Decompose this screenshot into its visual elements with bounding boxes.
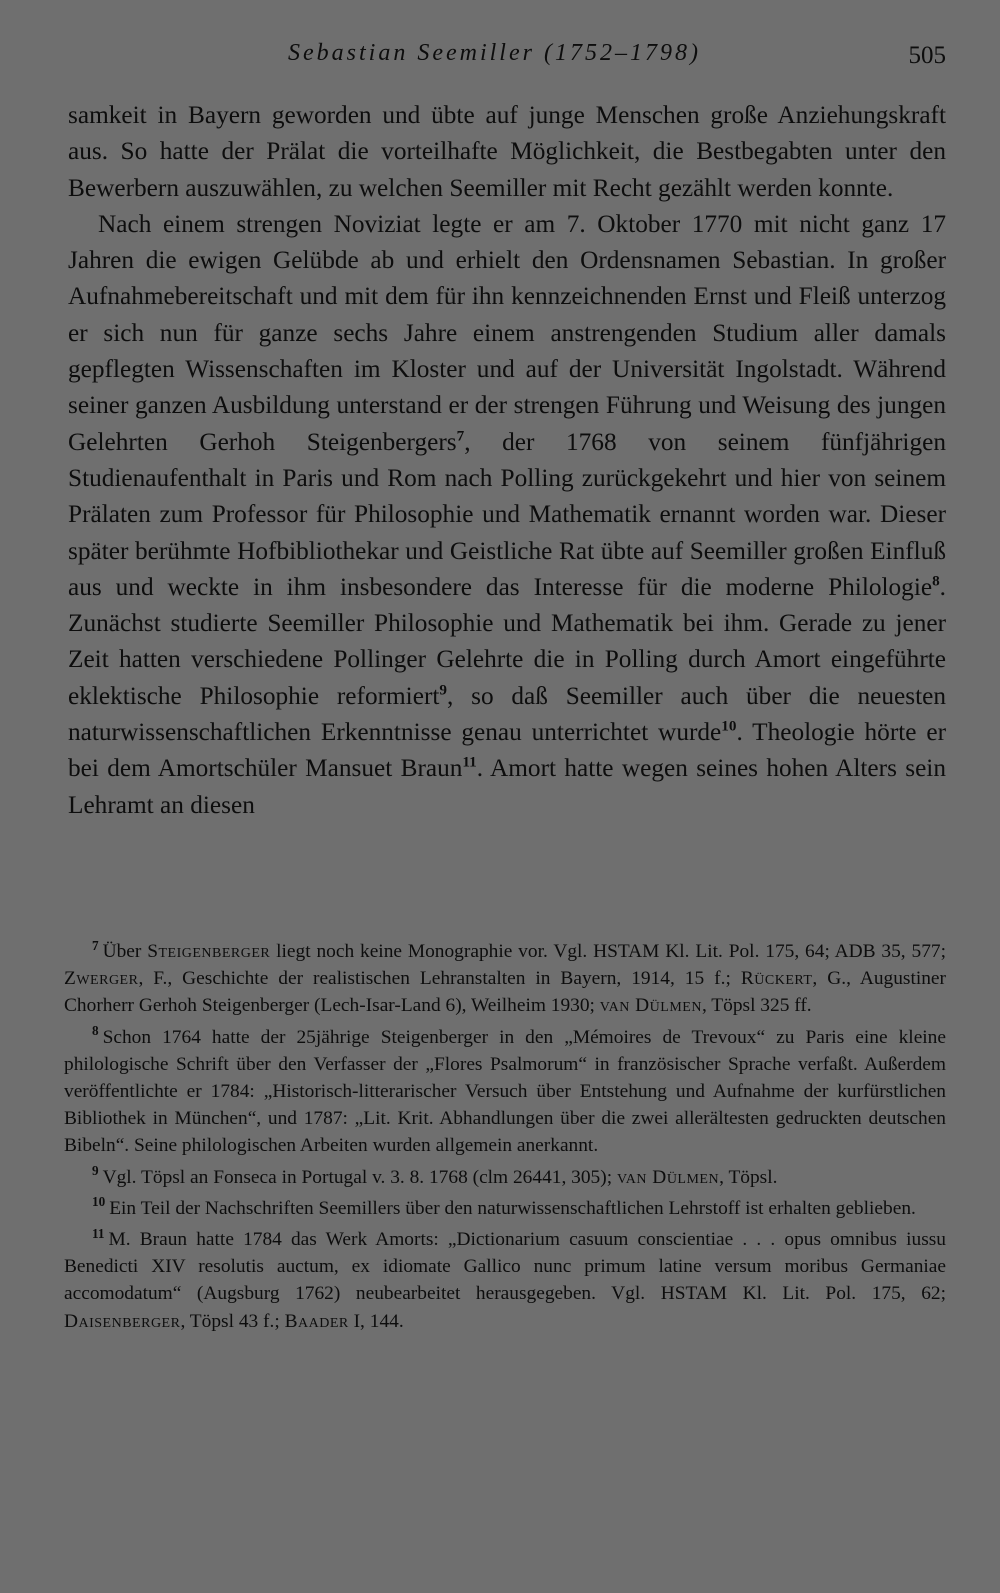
footnote-10	[64, 1195, 946, 1222]
footnote-number: 11	[92, 1225, 105, 1241]
paragraph-2-part-c: . Zunächst studierte Seemiller Philosophie und Mathematik bei ihm. Gerade zu jener Zeit hatten verschiedene Pollinger Gelehrte die in Polling durch Amort eingeführte eklektische Philosophie reformiert	[68, 572, 946, 710]
paragraph-2-part-f: . Amort hatte wegen seines hohen Alters sein Lehramt an diesen	[68, 754, 946, 819]
footnote-text: , G., Augustiner Chorherr Gerhoh Steigenberger (Lech-Isar-Land 6), Weilheim 1930;	[64, 968, 946, 1017]
footnote-number: 7	[92, 937, 99, 953]
footnote-text: , Töpsl 43 f.;	[180, 1310, 285, 1332]
author-name: Daisenberger	[64, 1310, 181, 1332]
footnote-divider	[68, 932, 946, 933]
footnote-number: 10	[92, 1194, 106, 1210]
paragraph-2-part-a: Nach einem strengen Noviziat legte er am 7. Oktober 1770 mit nicht ganz 17 Jahren die ewigen Gelübde ab und erhielt den Ordensnamen Sebastian. In großer Aufnahmebereitschaft und mit dem für ihn kennzeichnenden Ernst und Fleiß unterzog er sich nun für ganze sechs Jahre einem anstrengenden Studium aller damals gepflegten Wissenschaften im Kloster und auf der Universität Ingolstadt. Während seiner ganzen Ausbildung unterstand er der strengen Führung und Weisung des jungen Gelehrten Gerhoh Steigenbergers	[68, 209, 946, 456]
paragraph-2	[68, 206, 946, 823]
footnote-text: , Töpsl.	[719, 1166, 778, 1188]
footnote-11	[64, 1226, 946, 1335]
author-name: Zwerger	[64, 968, 139, 990]
footnote-text: M. Braun hatte 1784 das Werk Amorts: „Dictionarium casuum conscientiae . . . opus omnibus iussu Benedicti XIV resolutis auctum, ex idiomate Gallico nunc primum latine versum moribus Germaniae accomodatum“ (Augsburg 1762) neubearbeitet herausgegeben. Vgl. HSTAM Kl. Lit. Pol. 175, 62;	[64, 1229, 946, 1305]
paragraph-1: samkeit in Bayern geworden und übte auf junge Menschen große Anziehungskraft aus. So hatte der Prälat die vorteilhafte Möglichkeit, die Bestbegabten unter den Bewerbern auszuwählen, zu welchen Seemiller mit Recht gezählt werden konnte.	[68, 101, 946, 202]
footnote-number: 8	[92, 1023, 99, 1039]
paragraph-2-part-d: , so daß Seemiller auch über die neuesten naturwissenschaftlichen Erkenntnisse genau unterrichtet wurde	[68, 681, 946, 747]
author-name: Baader	[284, 1310, 349, 1332]
footnote-text: Ein Teil der Nachschriften Seemillers über den naturwissenschaftlichen Lehrstoff ist erhalten geblieben.	[109, 1197, 916, 1219]
footnote-8	[64, 1024, 946, 1160]
author-name: Rückert	[740, 968, 813, 990]
footnote-ref-10: 10	[721, 717, 737, 735]
footnote-text: , F., Geschichte der realistischen Lehranstalten in Bayern, 1914, 15 f.;	[138, 968, 741, 990]
footnote-text: Über	[102, 941, 148, 962]
footnote-ref-9: 9	[439, 681, 447, 699]
footnote-ref-8: 8	[932, 572, 940, 590]
page-number: 505	[908, 42, 946, 69]
footnote-7	[64, 938, 946, 1020]
author-name: van Dülmen	[599, 995, 702, 1017]
footnote-text: Vgl. Töpsl an Fonseca in Portugal v. 3. 8. 1768 (clm 26441, 305);	[102, 1166, 617, 1188]
author-name: Steigenberger	[147, 941, 271, 962]
footnote-text: liegt noch keine Monographie vor. Vgl. HSTAM Kl. Lit. Pol. 175, 64; ADB 35, 577;	[270, 941, 946, 962]
main-text	[68, 97, 946, 823]
footnote-9	[64, 1164, 946, 1191]
footnote-text: I, 144.	[348, 1310, 404, 1332]
running-title: Sebastian Seemiller (1752–1798)	[288, 40, 701, 66]
footnotes	[64, 938, 946, 1339]
footnote-text: Schon 1764 hatte der 25jährige Steigenberger in den „Mémoires de Trevoux“ zu Paris eine kleine philologische Schrift über den Verfasser der „Flores Psalmorum“ in französischer Sprache verfaßt. Außerdem veröffentlichte er 1784: „Historisch-litterarischer Versuch über Entstehung und Aufnahme der kurfürstlichen Bibliothek in München“, und 1787: „Lit. Krit. Abhandlungen über die zwei allerältesten gedruckten deutschen Bibeln“. Seine philologischen Arbeiten wurden allgemein anerkannt.	[64, 1026, 946, 1157]
footnote-ref-11: 11	[462, 753, 477, 771]
paragraph-2-part-b: , der 1768 von seinem fünfjährigen Studienaufenthalt in Paris und Rom nach Polling zurückgekehrt und hier von seinem Prälaten zum Professor für Philosophie und Mathematik ernannt worden war. Dieser später berühmte Hofbibliothekar und Geistliche Rat übte auf Seemiller großen Einfluß aus und weckte in ihm insbesondere das Interesse für die moderne Philologie	[68, 427, 946, 601]
footnote-number: 9	[92, 1163, 99, 1179]
footnote-text: , Töpsl 325 ff.	[701, 995, 812, 1017]
footnote-ref-7: 7	[456, 427, 465, 445]
author-name: van Dülmen	[616, 1166, 720, 1188]
paragraph-2-part-e: . Theologie hörte er bei dem Amortschüler Mansuet Braun	[68, 718, 946, 783]
running-header	[0, 38, 946, 78]
